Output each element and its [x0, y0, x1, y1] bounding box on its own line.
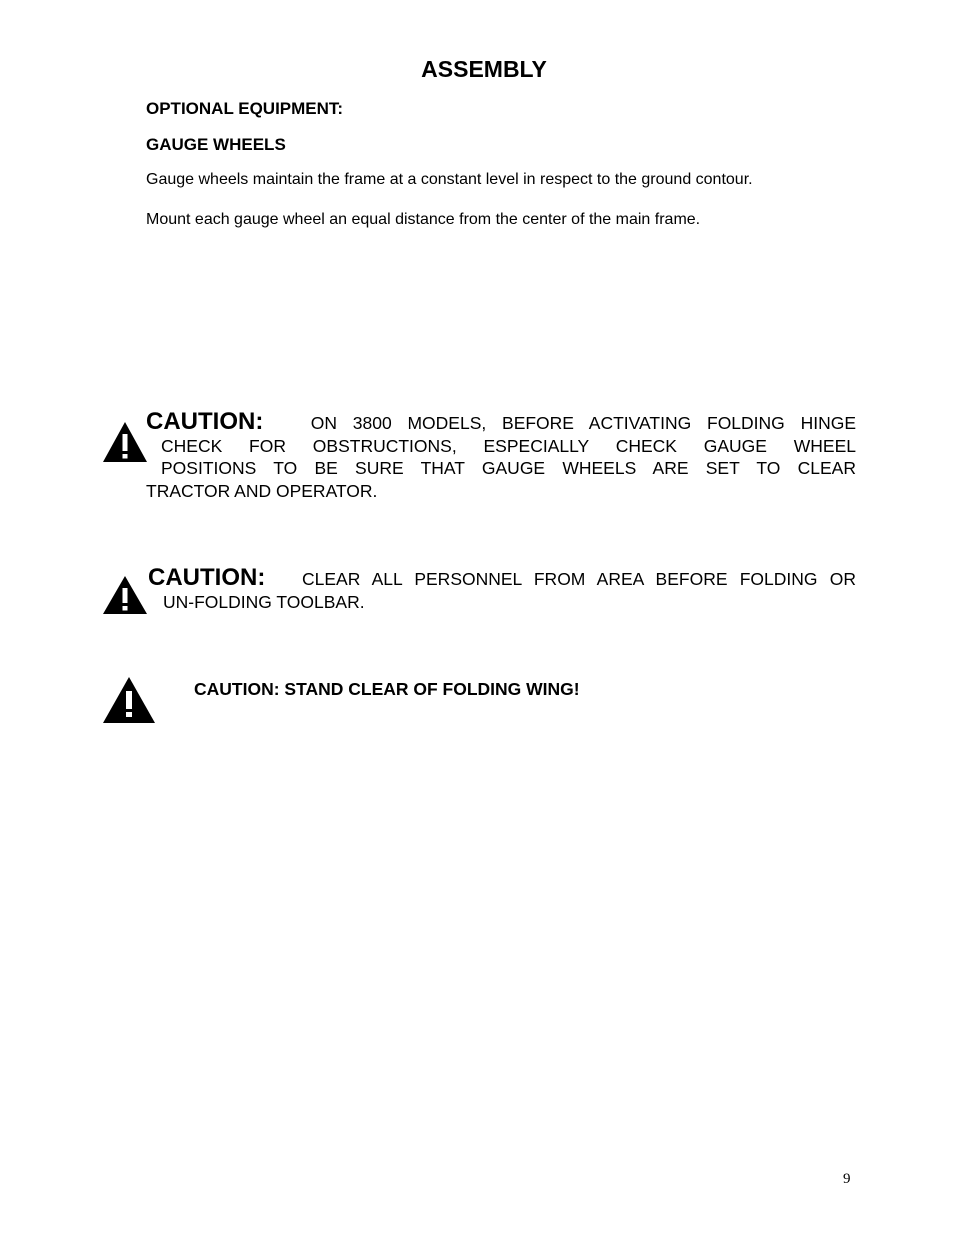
caution-line: UN-FOLDING TOOLBAR.: [163, 591, 365, 612]
paragraph-gauge-wheels-mounting: Mount each gauge wheel an equal distance from the center of the main frame.: [146, 211, 701, 228]
page-number: 9: [843, 1171, 851, 1187]
section-heading: OPTIONAL EQUIPMENT:: [146, 99, 344, 118]
caution-line: POSITIONS TO BE SURE THAT GAUGE WHEELS ARE SET TO CLEAR: [161, 458, 856, 478]
caution-block-folding-hinge: [146, 408, 856, 502]
caution-label: CAUTION:: [146, 408, 264, 435]
caution-line: [146, 408, 856, 435]
caution-stand-clear: CAUTION: STAND CLEAR OF FOLDING WING!: [194, 679, 580, 699]
warning-triangle-icon: [102, 676, 156, 724]
caution-label: CAUTION:: [148, 564, 266, 591]
paragraph-gauge-wheels-purpose: Gauge wheels maintain the frame at a constant level in respect to the ground contour.: [146, 171, 753, 188]
page-title: ASSEMBLY: [421, 56, 547, 82]
caution-line: [148, 564, 856, 591]
caution-text: ON 3800 MODELS, BEFORE ACTIVATING FOLDING HINGE: [310, 413, 856, 433]
caution-block-clear-personnel: [148, 564, 856, 613]
caution-line: TRACTOR AND OPERATOR.: [146, 480, 378, 501]
subsection-heading: GAUGE WHEELS: [146, 135, 286, 154]
caution-line: CHECK FOR OBSTRUCTIONS, ESPECIALLY CHECK GAUGE WHEEL: [161, 435, 856, 456]
warning-triangle-icon: [102, 421, 148, 463]
caution-text: CLEAR ALL PERSONNEL FROM AREA BEFORE FOLDING OR: [302, 569, 856, 589]
warning-triangle-icon: [102, 575, 148, 615]
